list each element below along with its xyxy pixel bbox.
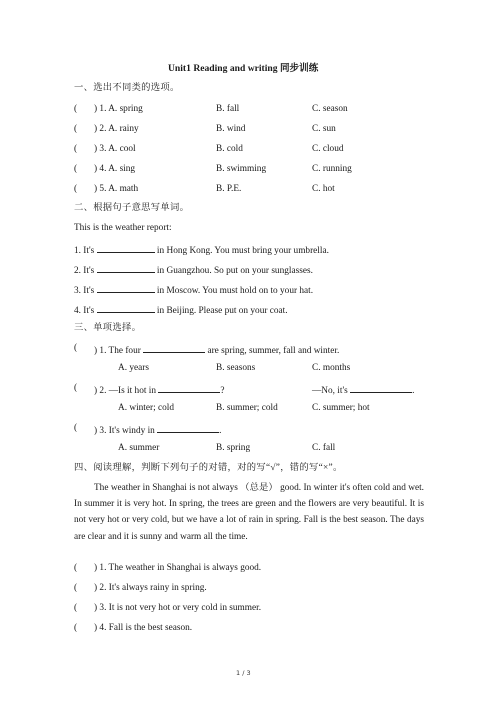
list-item bbox=[74, 244, 329, 256]
question-reply bbox=[312, 384, 414, 396]
option-c: C. months bbox=[312, 363, 351, 373]
option-c: C. hot bbox=[312, 184, 335, 194]
weather-report-intro: This is the weather report: bbox=[74, 223, 172, 233]
fill-blank[interactable] bbox=[97, 264, 155, 273]
answer-paren[interactable]: ( bbox=[74, 623, 78, 633]
stem-end: . bbox=[219, 426, 222, 436]
reply-end: . bbox=[412, 386, 415, 396]
sentence-start: 4. It's bbox=[74, 306, 97, 316]
sentence-start: 3. It's bbox=[74, 286, 97, 296]
sentence-start: 2. It's bbox=[74, 266, 97, 276]
option-a: ) 1. A. spring bbox=[94, 104, 143, 114]
option-c: C. running bbox=[312, 164, 352, 174]
sentence-start: 1. It's bbox=[74, 246, 97, 256]
option-a: ) 2. A. rainy bbox=[94, 124, 139, 134]
option-b: B. spring bbox=[216, 443, 251, 453]
answer-paren[interactable]: ( bbox=[74, 583, 78, 593]
option-b: B. fall bbox=[216, 104, 240, 114]
answer-paren[interactable]: ( bbox=[74, 563, 78, 573]
option-a: A. winter; cold bbox=[118, 403, 175, 413]
sentence-end: in Moscow. You must hold on to your hat. bbox=[154, 286, 314, 296]
question-stem bbox=[94, 344, 339, 356]
option-c: C. fall bbox=[312, 443, 336, 453]
answer-paren[interactable]: ( bbox=[74, 423, 78, 433]
statement: ) 1. The weather in Shanghai is always good. bbox=[94, 563, 262, 573]
fill-blank[interactable] bbox=[158, 384, 220, 393]
statement: ) 2. It's always rainy in spring. bbox=[94, 583, 207, 593]
fill-blank[interactable] bbox=[97, 244, 155, 253]
answer-paren[interactable]: ( bbox=[74, 104, 78, 114]
statement: ) 4. Fall is the best season. bbox=[94, 623, 193, 633]
statement: ) 3. It is not very hot or very cold in summer. bbox=[94, 603, 262, 613]
section1-heading: 一、选出不同类的选项。 bbox=[74, 83, 180, 93]
fill-blank[interactable] bbox=[97, 304, 155, 313]
sentence-end: in Hong Kong. You must bring your umbrella. bbox=[154, 246, 329, 256]
option-a: ) 3. A. cool bbox=[94, 144, 136, 154]
stem-end: ? bbox=[220, 386, 225, 396]
option-c: C. cloud bbox=[312, 144, 344, 154]
option-c: C. sun bbox=[312, 124, 336, 134]
list-item bbox=[74, 284, 313, 296]
option-a: ) 4. A. sing bbox=[94, 164, 136, 174]
list-item bbox=[74, 264, 313, 276]
option-b: B. cold bbox=[216, 144, 243, 154]
option-b: B. summer; cold bbox=[216, 403, 278, 413]
option-b: B. seasons bbox=[216, 363, 256, 373]
fill-blank[interactable] bbox=[97, 284, 155, 293]
answer-paren[interactable]: ( bbox=[74, 124, 78, 134]
answer-paren[interactable]: ( bbox=[74, 343, 78, 353]
section4-heading: 四、阅读理解，判断下列句子的对错，对的写“√”，错的写“×”。 bbox=[74, 463, 343, 473]
reading-passage: The weather in Shanghai is not always （总是） good. In winter it's often cold and wet. In summer it is very hot. In spring, the trees are green and the flowers are very beautiful. It is not very hot or very cold, but we have a lot of rain in spring. Fall is the best season. The days are clear and it is sunny and warm all the time. bbox=[74, 483, 424, 542]
option-b: B. P.E. bbox=[216, 184, 242, 194]
option-c: C. summer; hot bbox=[312, 403, 370, 413]
option-a: A. years bbox=[118, 363, 149, 373]
answer-paren[interactable]: ( bbox=[74, 603, 78, 613]
list-item bbox=[74, 304, 288, 316]
option-b: B. wind bbox=[216, 124, 246, 134]
section2-heading: 二、根据句子意思写单词。 bbox=[74, 203, 190, 213]
fill-blank[interactable] bbox=[143, 344, 205, 353]
answer-paren[interactable]: ( bbox=[74, 164, 78, 174]
section3-heading: 三、单项选择。 bbox=[74, 323, 142, 333]
answer-paren[interactable]: ( bbox=[74, 144, 78, 154]
stem-start: ) 1. The four bbox=[94, 346, 144, 356]
stem-start: ) 3. It's windy in bbox=[94, 426, 158, 436]
option-a: ) 5. A. math bbox=[94, 184, 139, 194]
fill-blank[interactable] bbox=[157, 424, 219, 433]
option-c: C. season bbox=[312, 104, 348, 114]
question-stem bbox=[94, 424, 221, 436]
fill-blank[interactable] bbox=[350, 384, 412, 393]
reply-start: —No, it's bbox=[312, 386, 351, 396]
question-stem bbox=[94, 384, 224, 396]
page-title: Unit1 Reading and writing 同步训练 bbox=[168, 63, 319, 74]
answer-paren[interactable]: ( bbox=[74, 184, 78, 194]
stem-start: ) 2. —Is it hot in bbox=[94, 386, 159, 396]
stem-end: are spring, summer, fall and winter. bbox=[205, 346, 340, 356]
sentence-end: in Beijing. Please put on your coat. bbox=[154, 306, 288, 316]
answer-paren[interactable]: ( bbox=[74, 383, 78, 393]
option-b: B. swimming bbox=[216, 164, 267, 174]
option-a: A. summer bbox=[118, 443, 160, 453]
sentence-end: in Guangzhou. So put on your sunglasses. bbox=[154, 266, 313, 276]
page-number: 1 / 3 bbox=[236, 669, 251, 677]
